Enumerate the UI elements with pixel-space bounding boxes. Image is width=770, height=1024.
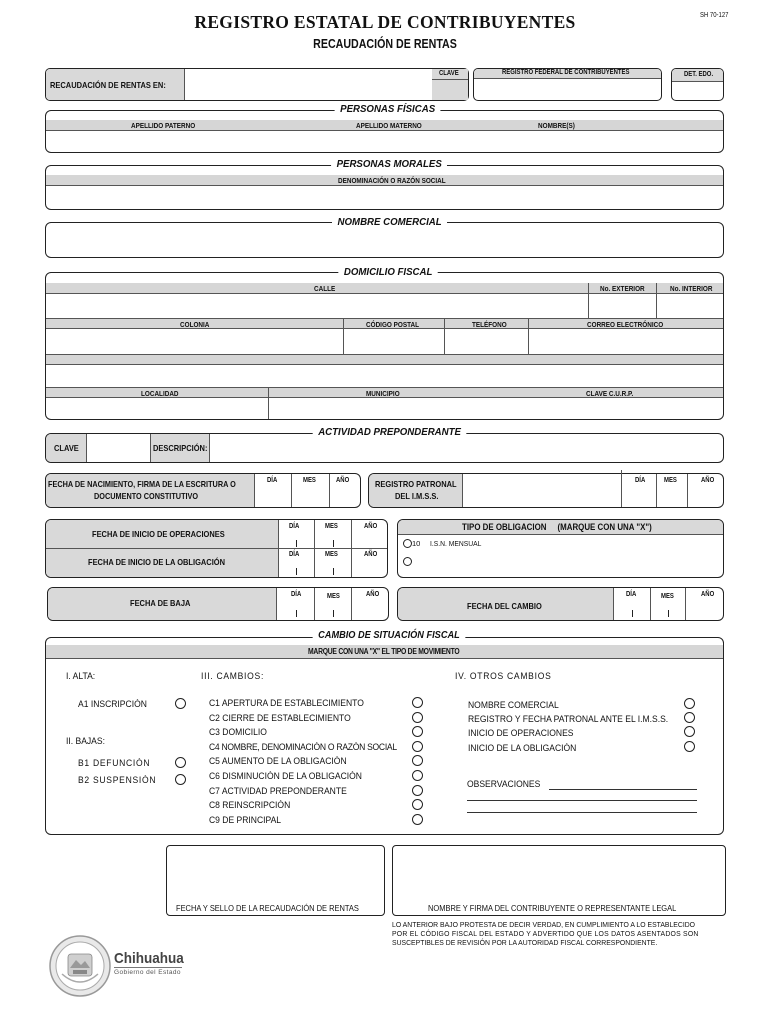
fecha-baja-label: FECHA DE BAJA bbox=[130, 598, 191, 608]
no-exterior-input[interactable] bbox=[589, 295, 655, 317]
apellido-materno-label: APELLIDO MATERNO bbox=[356, 121, 422, 130]
sello-label: FECHA Y SELLO DE LA RECAUDACIÓN DE RENTAS bbox=[176, 903, 359, 913]
ops-dia-label: DÍA bbox=[289, 523, 300, 530]
rfc-box bbox=[473, 68, 662, 101]
codigo-postal-input[interactable] bbox=[344, 330, 443, 353]
tipo-obligacion-title: TIPO DE OBLIGACION (MARQUE CON UNA "X") bbox=[462, 522, 652, 532]
recaudacion-input[interactable] bbox=[186, 69, 432, 100]
colonia-label: COLONIA bbox=[180, 320, 210, 329]
denominacion-input[interactable] bbox=[46, 187, 723, 209]
rfc-input[interactable] bbox=[474, 79, 661, 100]
municipio-curp-input[interactable] bbox=[269, 399, 723, 419]
otros-title: IV. OTROS CAMBIOS bbox=[455, 671, 552, 682]
nombres-label: NOMBRE(S) bbox=[538, 121, 575, 130]
baja-item-b1: B1 DEFUNCIÓN bbox=[78, 758, 151, 769]
actividad-descripcion-input[interactable] bbox=[209, 434, 723, 462]
fecha-nacimiento-input[interactable] bbox=[255, 486, 360, 507]
cambio-c7-checkbox[interactable] bbox=[412, 785, 423, 796]
cambio-c6-checkbox[interactable] bbox=[412, 770, 423, 781]
form-code: SH 70-127 bbox=[700, 12, 729, 19]
cambio-situacion-title: CAMBIO DE SITUACIÓN FISCAL bbox=[313, 630, 466, 641]
inicio-obligacion-label: FECHA DE INICIO DE LA OBLIGACIÓN bbox=[88, 557, 226, 567]
page-title: REGISTRO ESTATAL DE CONTRIBUYENTES bbox=[194, 12, 576, 32]
cambio-item-c4: C4 NOMBRE, DENOMINACIÓN O RAZÓN SOCIAL bbox=[209, 742, 397, 753]
isn-mensual-label: I.S.N. MENSUAL bbox=[430, 539, 482, 548]
cambio-item-c2: C2 CIERRE DE ESTABLECIMIENTO bbox=[209, 713, 351, 724]
baja-anio-label: AÑO bbox=[366, 591, 380, 598]
fecha-inicio-box bbox=[45, 519, 388, 578]
recaudacion-box bbox=[45, 68, 469, 101]
fecha-baja-box bbox=[47, 587, 389, 621]
imss-label-2: DEL I.M.S.S. bbox=[395, 491, 439, 501]
observaciones-line-3[interactable] bbox=[467, 812, 697, 813]
denominacion-label: DENOMINACIÓN O RAZÓN SOCIAL bbox=[338, 176, 446, 185]
imss-mes-label: MES bbox=[664, 477, 677, 484]
logo-name: Chihuahua bbox=[114, 950, 184, 967]
imss-fecha-input[interactable] bbox=[622, 486, 723, 507]
otros-3-checkbox[interactable] bbox=[684, 726, 695, 737]
nac-dia-label: DÍA bbox=[267, 477, 278, 484]
nac-anio-label: AÑO bbox=[336, 477, 350, 484]
baja-dia-label: DÍA bbox=[291, 591, 302, 598]
otros-item-4: INICIO DE LA OBLIGACIÓN bbox=[468, 743, 577, 754]
baja-mes-label: MES bbox=[327, 593, 340, 600]
no-interior-input[interactable] bbox=[657, 295, 723, 317]
baja-b2-checkbox[interactable] bbox=[175, 774, 186, 785]
alta-item-a1: A1 INSCRIPCIÓN bbox=[78, 699, 147, 710]
fecha-cambio-box bbox=[397, 587, 724, 621]
nac-mes-label: MES bbox=[303, 477, 316, 484]
personas-fisicas-box bbox=[45, 110, 724, 153]
cambio-mes-label: MES bbox=[661, 593, 674, 600]
cambio-item-c9: C9 DE PRINCIPAL bbox=[209, 815, 282, 826]
otros-1-checkbox[interactable] bbox=[684, 698, 695, 709]
personas-fisicas-input[interactable] bbox=[46, 132, 723, 152]
cambio-c4-checkbox[interactable] bbox=[412, 741, 423, 752]
no-exterior-label: No. EXTERIOR bbox=[600, 284, 645, 293]
domicilio-extra-input[interactable] bbox=[46, 366, 723, 386]
codigo-postal-label: CÓDIGO POSTAL bbox=[366, 320, 420, 329]
domicilio-title: DOMICILIO FISCAL bbox=[338, 266, 438, 278]
telefono-input[interactable] bbox=[445, 330, 527, 353]
fecha-cambio-input[interactable] bbox=[614, 600, 723, 620]
cambios-title: III. CAMBIOS: bbox=[201, 671, 265, 682]
cambio-c1-checkbox[interactable] bbox=[412, 697, 423, 708]
observaciones-line-1[interactable] bbox=[549, 789, 697, 790]
personas-morales-box bbox=[45, 165, 724, 210]
cambio-c5-checkbox[interactable] bbox=[412, 755, 423, 766]
imss-dia-label: DÍA bbox=[635, 477, 646, 484]
otros-item-1: NOMBRE COMERCIAL bbox=[468, 700, 559, 711]
otros-4-checkbox[interactable] bbox=[684, 741, 695, 752]
alta-title: I. ALTA: bbox=[66, 671, 96, 682]
inicio-operaciones-label: FECHA DE INICIO DE OPERACIONES bbox=[92, 529, 225, 539]
obl-mes-label: MES bbox=[325, 551, 338, 558]
observaciones-label: OBSERVACIONES bbox=[467, 779, 541, 790]
fecha-baja-input[interactable] bbox=[277, 600, 388, 620]
firma-contribuyente-label: NOMBRE Y FIRMA DEL CONTRIBUYENTE O REPRESENTANTE LEGAL bbox=[428, 903, 677, 913]
cambio-c2-checkbox[interactable] bbox=[412, 712, 423, 723]
cambio-c3-checkbox[interactable] bbox=[412, 726, 423, 737]
det-edo-input[interactable] bbox=[672, 82, 723, 100]
otros-item-2: REGISTRO Y FECHA PATRONAL ANTE EL I.M.S.S. bbox=[468, 714, 669, 725]
nombre-comercial-title: NOMBRE COMERCIAL bbox=[332, 216, 447, 228]
rfc-label: REGISTRO FEDERAL DE CONTRIBUYENTES bbox=[502, 69, 630, 76]
tipo-obligacion-radio-2[interactable] bbox=[403, 557, 412, 566]
otros-2-checkbox[interactable] bbox=[684, 712, 695, 723]
correo-label: CORREO ELECTRÓNICO bbox=[587, 320, 664, 329]
apellido-paterno-label: APELLIDO PATERNO bbox=[131, 121, 196, 130]
imss-input[interactable] bbox=[463, 474, 621, 507]
cambio-c8-checkbox[interactable] bbox=[412, 799, 423, 810]
inicio-obligacion-input[interactable] bbox=[279, 560, 387, 576]
cambio-c9-checkbox[interactable] bbox=[412, 814, 423, 825]
alta-a1-checkbox[interactable] bbox=[175, 698, 186, 709]
ops-anio-label: AÑO bbox=[364, 523, 378, 530]
imss-anio-label: AÑO bbox=[701, 477, 715, 484]
fecha-cambio-label: FECHA DEL CAMBIO bbox=[467, 601, 542, 611]
fecha-nacimiento-box bbox=[45, 473, 361, 508]
chihuahua-logo bbox=[48, 932, 198, 1000]
correo-input[interactable] bbox=[529, 330, 723, 353]
page-subtitle: RECAUDACIÓN DE RENTAS bbox=[313, 36, 457, 51]
curp-label: CLAVE C.U.R.P. bbox=[586, 389, 634, 398]
obl-anio-label: AÑO bbox=[364, 551, 378, 558]
baja-item-b2: B2 SUSPENSIÓN bbox=[78, 775, 157, 786]
telefono-label: TELÉFONO bbox=[472, 320, 507, 329]
protesta-text-3: SUSCEPTIBLES DE REVISIÓN POR LA AUTORIDAD FISCAL CORRESPONDIENTE. bbox=[392, 938, 658, 947]
baja-b1-checkbox[interactable] bbox=[175, 757, 186, 768]
clave-label: CLAVE bbox=[439, 70, 459, 77]
det-edo-box bbox=[671, 68, 724, 101]
colonia-input[interactable] bbox=[46, 330, 342, 353]
cambio-item-c3: C3 DOMICILIO bbox=[209, 727, 267, 738]
det-edo-label: DET. EDO. bbox=[684, 71, 714, 78]
cambio-instruction: MARQUE CON UNA "X" EL TIPO DE MOVIMIENTO bbox=[308, 647, 460, 656]
personas-morales-title: PERSONAS MORALES bbox=[331, 158, 447, 170]
clave-input[interactable] bbox=[432, 80, 468, 100]
cambio-item-c7: C7 ACTIVIDAD PREPONDERANTE bbox=[209, 786, 347, 797]
isn-code: 10 bbox=[412, 539, 421, 548]
cambio-item-c1: C1 APERTURA DE ESTABLECIMIENTO bbox=[209, 698, 364, 709]
protesta-text-1: LO ANTERIOR BAJO PROTESTA DE DECIR VERDAD, EN CUMPLIMIENTO A LO ESTABLECIDO bbox=[392, 920, 696, 929]
obl-dia-label: DÍA bbox=[289, 551, 300, 558]
cambio-anio-label: AÑO bbox=[701, 591, 715, 598]
imss-box bbox=[368, 473, 724, 508]
cambio-dia-label: DÍA bbox=[626, 591, 637, 598]
cambio-item-c6: C6 DISMINUCIÓN DE LA OBLIGACIÓN bbox=[209, 771, 362, 782]
actividad-descripcion-label: DESCRIPCIÓN: bbox=[153, 443, 208, 453]
cambio-item-c5: C5 AUMENTO DE LA OBLIGACIÓN bbox=[209, 756, 347, 767]
ops-mes-label: MES bbox=[325, 523, 338, 530]
logo-sub: Gobierno del Estado bbox=[114, 969, 181, 976]
actividad-clave-input[interactable] bbox=[87, 434, 149, 462]
observaciones-line-2[interactable] bbox=[467, 800, 697, 801]
fecha-nacimiento-label-1: FECHA DE NACIMIENTO, FIRMA DE LA ESCRITURA O bbox=[48, 479, 236, 489]
domicilio-box bbox=[45, 272, 724, 420]
isn-mensual-radio[interactable] bbox=[403, 539, 412, 548]
localidad-input[interactable] bbox=[46, 399, 267, 419]
bajas-title: II. BAJAS: bbox=[66, 736, 105, 747]
chihuahua-seal-icon bbox=[48, 934, 112, 998]
inicio-operaciones-input[interactable] bbox=[279, 532, 387, 547]
actividad-title: ACTIVIDAD PREPONDERANTE bbox=[313, 426, 467, 438]
localidad-label: LOCALIDAD bbox=[141, 389, 179, 398]
fecha-nacimiento-label-2: DOCUMENTO CONSTITUTIVO bbox=[94, 491, 199, 501]
no-interior-label: No. INTERIOR bbox=[670, 284, 713, 293]
tipo-obligacion-box bbox=[397, 519, 724, 578]
nombre-comercial-input[interactable] bbox=[46, 231, 723, 257]
cambio-situacion-box bbox=[45, 637, 724, 835]
actividad-clave-label: CLAVE bbox=[54, 443, 79, 453]
municipio-label: MUNICIPIO bbox=[366, 389, 400, 398]
imss-label-1: REGISTRO PATRONAL bbox=[375, 479, 457, 489]
calle-label: CALLE bbox=[314, 284, 336, 293]
protesta-text-2: POR EL CÓDIGO FISCAL DEL ESTADO Y ADVERTIDO QUE LOS DATOS ASENTADOS SON bbox=[392, 929, 699, 938]
cambio-item-c8: C8 REINSCRIPCIÓN bbox=[209, 800, 291, 811]
recaudacion-label: RECAUDACIÓN DE RENTAS EN: bbox=[50, 80, 166, 90]
otros-item-3: INICIO DE OPERACIONES bbox=[468, 728, 574, 739]
calle-input[interactable] bbox=[46, 295, 586, 317]
personas-fisicas-title: PERSONAS FÍSICAS bbox=[335, 103, 441, 115]
